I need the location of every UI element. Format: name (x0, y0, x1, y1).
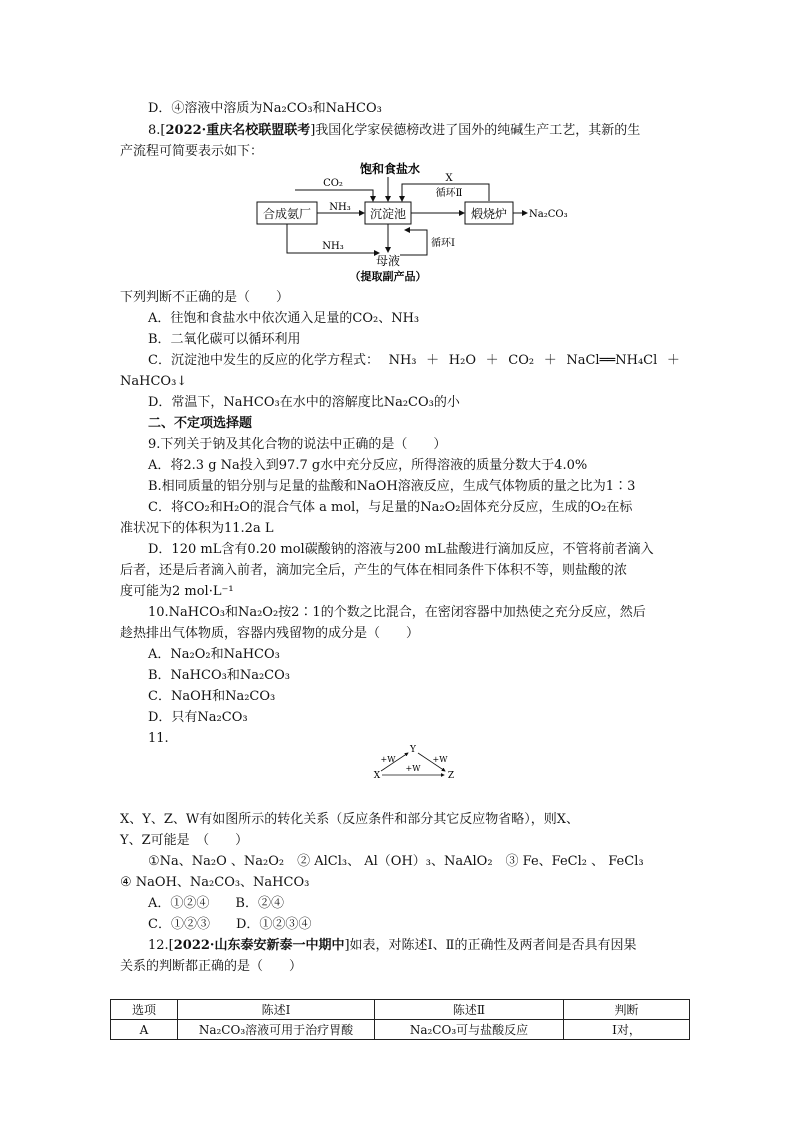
q11-options-cd: C．①②③ D．①②③④ (148, 917, 312, 932)
q8-option-d: D．常温下，NaHCO₃在水中的溶解度比Na₂CO₃的小 (148, 395, 460, 410)
q12-number: 12.[ (148, 938, 174, 953)
q9-option-d-line1: D．120 mL含有0.20 mol碳酸钠的溶液与200 mL盐酸进行滴加反应，不管将前者滴入 (148, 542, 654, 557)
conversion-triangle-diagram (365, 742, 455, 780)
w-label-bottom: +W (405, 764, 421, 773)
q9-stem: 9.下列关于钠及其化合物的说法中正确的是（ ） (148, 437, 447, 452)
z-label: Z (447, 771, 455, 780)
q9-option-c-line2: 准状况下的体积为11.2a L (120, 521, 274, 536)
q10-stem-line2: 趁热排出气体物质，容器内残留物的成分是（ ） (120, 626, 420, 641)
q8-option-a: A．往饱和食盐水中依次通入足量的CO₂、NH₃ (148, 311, 420, 326)
q10-option-d: D．只有Na₂CO₃ (148, 710, 248, 725)
q10-option-a: A．Na₂O₂和NaHCO₃ (148, 647, 280, 662)
table-cell: Ⅰ对， (564, 1020, 690, 1040)
q11-choice-4: ④ NaOH、Na₂CO₃、NaHCO₃ (120, 875, 310, 890)
table-header: 陈述Ⅱ (375, 1000, 564, 1020)
table-header-row (111, 1000, 690, 1020)
q10-stem-line1: 10.NaHCO₃和Na₂O₂按2∶1的个数之比混合，在密闭容器中加热使之充分反应，然后 (148, 605, 646, 620)
q9-option-d-line3: 度可能为2 mol·L⁻¹ (120, 584, 234, 599)
mother-liquor-note: （提取副产品） (349, 270, 427, 283)
cycle2-label: 循环Ⅱ (435, 188, 463, 199)
q12-stem-line1 (148, 937, 637, 955)
nh3-bottom-label: NH₃ (322, 241, 344, 252)
q11-number: 11. (148, 731, 169, 746)
table-cell: A (111, 1020, 178, 1040)
q8-option-b: B．二氧化碳可以循环利用 (148, 332, 301, 347)
q8-c-part: H₂O (448, 353, 476, 368)
table-header: 判断 (564, 1000, 690, 1020)
q9-option-a: A．将2.3 g Na投入到97.7 g水中充分反应，所得溶液的质量分数大于4.0% (148, 458, 588, 473)
q8-c-part: CO₂ (508, 353, 535, 368)
q8-source: 2022·重庆名校联盟联考 (165, 123, 311, 138)
q12-stem-line2: 关系的判断都正确的是（ ） (120, 959, 303, 974)
ammonia-plant-label: 合成氨厂 (262, 207, 312, 221)
q8-ask: 下列判断不正确的是（ ） (120, 290, 290, 305)
table-row (111, 1020, 690, 1040)
q8-option-c-line1 (148, 352, 680, 370)
q8-stem-line1 (148, 122, 640, 140)
q12-source: 2022·山东泰安新泰一中期中 (173, 938, 345, 953)
x-label: X (373, 771, 381, 780)
q8-c-part: NaCl══NH₄Cl (566, 353, 658, 368)
q10-option-c: C．NaOH和Na₂CO₃ (148, 689, 276, 704)
q9-option-d-line2: 后者，还是后者滴入前者，滴加完全后，产生的气体在相同条件下体积不等，则盐酸的浓 (120, 563, 628, 578)
co2-arrow (295, 190, 373, 201)
w-label-right: +W (432, 755, 448, 764)
table-header: 陈述Ⅰ (178, 1000, 375, 1020)
table-cell: Na₂CO₃溶液可用于治疗胃酸 (178, 1020, 375, 1040)
cycle1-label: 循环Ⅰ (431, 238, 455, 249)
cycle1-arrow (400, 230, 427, 255)
w-label-left: +W (380, 755, 396, 764)
table-cell: Na₂CO₃可与盐酸反应 (375, 1020, 564, 1040)
table-header: 选项 (111, 1000, 178, 1020)
brine-label: 饱和食盐水 (359, 162, 421, 176)
q11-stem-line2: Y、Z可能是 （ ） (120, 833, 249, 848)
q7-option-d: D．④溶液中溶质为Na₂CO₃和NaHCO₃ (148, 101, 382, 116)
mother-liquor-label: 母液 (375, 254, 401, 268)
x-label: X (445, 173, 453, 184)
co2-label: CO₂ (323, 178, 343, 189)
q11-stem-line1: X、Y、Z、W有如图所示的转化关系（反应条件和部分其它反应物省略），则X、 (120, 812, 579, 827)
q12-table (110, 999, 690, 1040)
y-label: Y (410, 745, 416, 755)
q9-option-c-line1: C．将CO₂和H₂O的混合气体 a mol，与足量的Na₂O₂固体充分反应，生成的O₂在标 (148, 500, 633, 515)
q8-c-part: NH₃ (388, 353, 417, 368)
q9-option-b: B.相同质量的铝分别与足量的盐酸和NaOH溶液反应，生成气体物质的量之比为1∶3 (148, 479, 636, 494)
product-label: Na₂CO₃ (529, 209, 568, 220)
q8-c-part: C．沉淀池中发生的反应的化学方程式： (148, 353, 379, 368)
nh3-top-label: NH₃ (329, 202, 351, 213)
q8-c-part: ＋ (666, 353, 680, 368)
q10-option-b: B．NaHCO₃和Na₂CO₃ (148, 668, 290, 683)
q8-stem-line2: 产流程可简要表示如下： (120, 144, 264, 159)
q8-number: 8.[ (148, 123, 166, 138)
q8-c-part: ＋ (485, 353, 499, 368)
precipitation-tank-label: 沉淀池 (369, 207, 407, 221)
q8-option-c-line2: NaHCO₃↓ (120, 374, 188, 389)
q8-stem-text: ]我国化学家侯德榜改进了国外的纯碱生产工艺，其新的生 (310, 123, 641, 138)
q11-choices: ①Na、Na₂O 、Na₂O₂ ② AlCl₃、 Al（OH）₃、NaAlO₂ ③ Fe、FeCl₂ 、 FeCl₃ (148, 854, 644, 869)
q8-c-part: ＋ (426, 353, 440, 368)
process-flow-diagram (255, 160, 575, 285)
calciner-label: 煅烧炉 (470, 207, 508, 221)
section-heading: 二、不定项选择题 (148, 416, 253, 431)
q12-stem-text: ]如表，对陈述Ⅰ、Ⅱ的正确性及两者间是否具有因果 (344, 938, 637, 953)
q11-options-ab: A．①②④ B．②④ (148, 896, 284, 911)
q8-c-part: ＋ (543, 353, 557, 368)
